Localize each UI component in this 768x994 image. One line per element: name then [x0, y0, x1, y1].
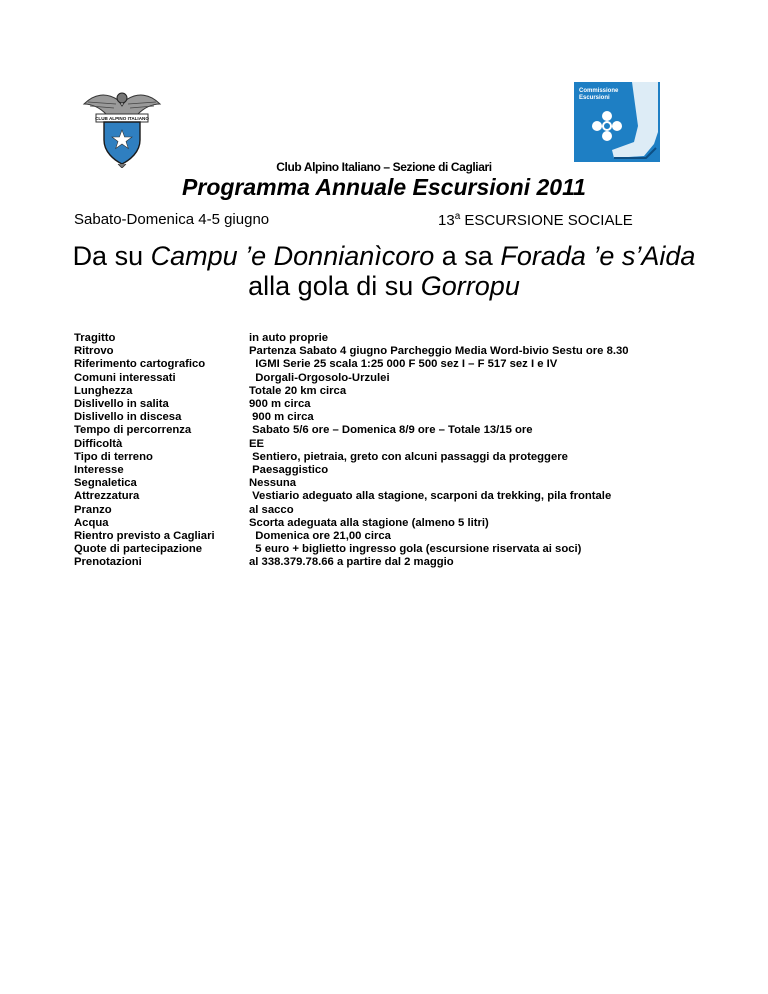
- details-table: [74, 332, 734, 570]
- detail-row: [74, 438, 734, 451]
- detail-row: [74, 332, 734, 345]
- detail-label: Acqua: [74, 516, 109, 529]
- excursion-headline: [60, 241, 708, 301]
- detail-value: Sentiero, pietraia, greto con alcuni passaggi da proteggere: [249, 450, 568, 463]
- detail-label: Tragitto: [74, 332, 116, 344]
- detail-label: Rientro previsto a Cagliari: [74, 530, 215, 543]
- detail-row: [74, 543, 734, 556]
- event-ordinal: 13: [438, 212, 455, 229]
- detail-value: Dorgali-Orgosolo-Urzulei: [249, 371, 390, 384]
- detail-row: [74, 464, 734, 477]
- detail-row: [74, 517, 734, 530]
- detail-row: [74, 372, 734, 385]
- detail-value: 900 m circa: [249, 398, 311, 411]
- detail-row: [74, 504, 734, 517]
- detail-row: [74, 424, 734, 437]
- detail-label: Quote di partecipazione: [74, 543, 203, 556]
- detail-row: [74, 358, 734, 371]
- detail-value: 900 m circa: [249, 411, 314, 424]
- detail-row: [74, 477, 734, 490]
- headline-place: Gorropu: [420, 271, 520, 301]
- detail-row: [74, 556, 734, 569]
- detail-value: Scorta adeguata alla stagione (almeno 5 litri): [249, 516, 489, 529]
- detail-row: [74, 345, 734, 358]
- logo-escursioni-text: Escursioni: [579, 95, 610, 101]
- detail-label: Comuni interessati: [74, 371, 176, 384]
- page-title: Programma Annuale Escursioni 2011: [182, 174, 586, 200]
- logo-commissione-text: Commissione: [579, 88, 619, 94]
- commissione-escursioni-logo: [574, 82, 660, 162]
- detail-label: Dislivello in discesa: [74, 411, 182, 424]
- detail-value: EE: [249, 437, 265, 450]
- detail-value: Totale 20 km circa: [249, 384, 347, 397]
- event-date: Sabato-Domenica 4-5 giugno: [74, 211, 270, 228]
- detail-label: Tempo di percorrenza: [74, 424, 192, 437]
- detail-row: [74, 385, 734, 398]
- detail-value: in auto proprie: [249, 332, 329, 344]
- headline-place: Forada ’e s’Aida: [500, 241, 696, 271]
- detail-label: Difficoltà: [74, 437, 123, 450]
- detail-value: Domenica ore 21,00 circa: [249, 530, 391, 543]
- detail-row: [74, 530, 734, 543]
- detail-label: Riferimento cartografico: [74, 358, 206, 371]
- detail-label: Tipo di terreno: [74, 450, 153, 463]
- event-name: [438, 211, 633, 229]
- detail-label: Attrezzatura: [74, 490, 140, 503]
- detail-label: Ritrovo: [74, 345, 114, 358]
- detail-label: Lunghezza: [74, 384, 133, 397]
- event-title: ESCURSIONE SOCIALE: [460, 212, 633, 229]
- detail-value: al 338.379.78.66 a partire dal 2 maggio: [249, 556, 454, 569]
- detail-value: Sabato 5/6 ore – Domenica 8/9 ore – Totale 13/15 ore: [249, 424, 533, 437]
- detail-value: 5 euro + biglietto ingresso gola (escursione riservata ai soci): [249, 543, 582, 556]
- detail-label: Pranzo: [74, 503, 112, 516]
- detail-value: IGMI Serie 25 scala 1:25 000 F 500 sez I – F 517 sez I e IV: [249, 358, 558, 371]
- cai-banner-text: CLUB ALPINO ITALIANO: [95, 116, 149, 121]
- club-name: Club Alpino Italiano – Sezione di Cagliari: [276, 160, 492, 174]
- detail-row: [74, 451, 734, 464]
- headline-part: a sa: [434, 241, 501, 271]
- cai-eagle-logo: [82, 86, 162, 168]
- detail-label: Dislivello in salita: [74, 398, 169, 411]
- detail-value: Partenza Sabato 4 giugno Parcheggio Media Word-bivio Sestu ore 8.30: [249, 345, 629, 358]
- detail-value: Vestiario adeguato alla stagione, scarponi da trekking, pila frontale: [249, 490, 612, 503]
- detail-value: al sacco: [249, 503, 294, 516]
- detail-row: [74, 398, 734, 411]
- detail-row: [74, 490, 734, 503]
- headline-part: alla gola di su: [248, 271, 421, 301]
- detail-label: Prenotazioni: [74, 556, 142, 569]
- event-ordinal-suffix: a: [454, 211, 461, 222]
- detail-label: Interesse: [74, 464, 124, 477]
- detail-label: Segnaletica: [74, 477, 137, 490]
- detail-row: [74, 411, 734, 424]
- detail-value: Paesaggistico: [249, 464, 329, 477]
- headline-part: Da su: [72, 241, 151, 271]
- headline-place: Campu ’e Donnianìcoro: [150, 241, 435, 271]
- detail-value: Nessuna: [249, 477, 297, 490]
